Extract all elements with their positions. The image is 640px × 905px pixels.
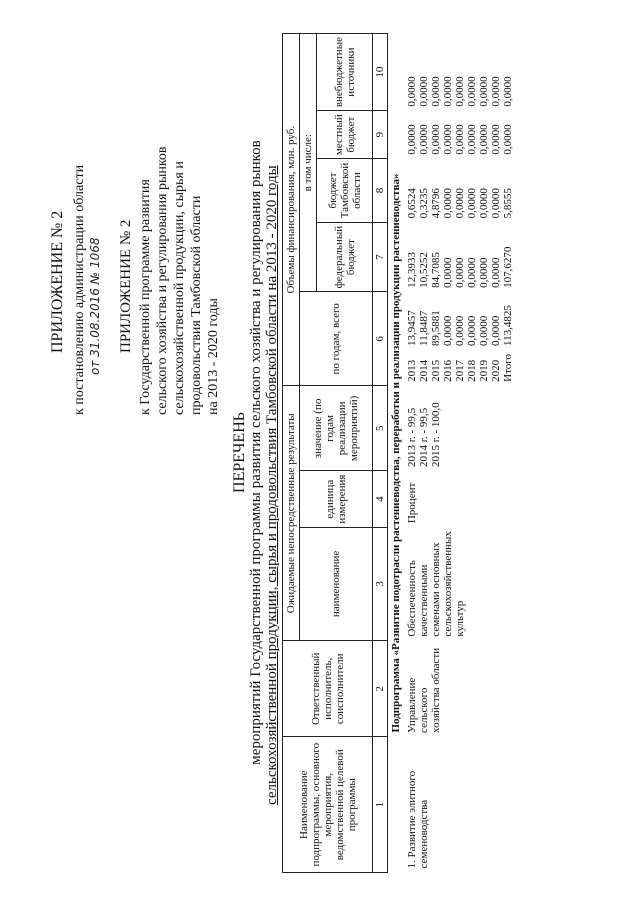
appendix-title: ПРИЛОЖЕНИЕ № 2 [49,210,66,353]
local-value: 0,0000 [406,124,418,155]
col-number-1: 1 [373,737,388,873]
col9-header: местный бюджет [317,111,373,159]
year: 2017 [454,359,466,382]
row-value: 2015 г. - 100,0 [430,402,442,467]
program-line-2: сельского хозяйства и регулирования рынков [155,146,170,415]
year: 2016 [442,359,454,382]
year-total-label: Итого [502,353,514,382]
col8-header: бюджет Тамбовской области [317,159,373,223]
extra-value: 0,0000 [454,76,466,107]
federal-value: 107,6270 [502,246,514,288]
year: 2019 [478,359,490,382]
row-years-total [404,292,516,386]
col-number-4: 4 [373,471,388,527]
regional-value: 4,8796 [430,188,442,219]
resolution-line: к постановлению администрации области [72,164,87,415]
col1-header: Наименование подпрограммы, основного мероприятия, ведомственной целевой программы [283,737,373,873]
program-line-1: к Государственной программе развития [138,179,153,415]
col-number-5: 5 [373,386,388,471]
col3-header: наименование [300,527,373,641]
col6-header: по годам, всего [300,292,373,386]
extra-value: 0,0000 [406,76,418,107]
row-executor: Управление сельского хозяйства области [406,647,442,733]
col7-header: федеральный бюджет [317,222,373,292]
handwritten-date: от 31.08.2016 № 1068 [88,237,102,375]
federal-value: 84,7085 [430,252,442,288]
local-value: 0,0000 [466,124,478,155]
row-name-cell [404,737,516,873]
local-value: 0,0000 [442,124,454,155]
regional-value: 0,0000 [466,188,478,219]
total-value: 89,5881 [430,310,442,346]
year: 2015 [430,359,442,382]
row-regional [404,159,516,223]
expected-results-header: Ожидаемые непосредственные результаты [283,386,300,641]
regional-value: 0,0000 [478,188,490,219]
local-value: 0,0000 [478,124,490,155]
col-number-6: 6 [373,292,388,386]
extra-value: 0,0000 [490,76,502,107]
extra-value: 0,0000 [466,76,478,107]
total-value: 0,0000 [478,315,490,346]
document-title-line-2: сельскохозяйственной продукции, сырья и продовольствия Тамбовской области на 2013 - 2020 годы [264,165,280,805]
local-value: 0,0000 [418,124,430,155]
regional-value: 0,0000 [490,188,502,219]
appendix-title-2: ПРИЛОЖЕНИЕ № 2 [118,219,134,353]
col4-header: единица измерения [300,471,373,527]
row-number: 1. [406,860,418,869]
col-number-10: 10 [373,34,388,111]
row-value: 2013 г. - 99,5 [406,407,418,467]
regional-value: 0,0000 [454,188,466,219]
year: 2013 [406,359,418,382]
total-value: 0,0000 [490,315,502,346]
regional-value: 0,6524 [406,188,418,219]
col-number-7: 7 [373,222,388,292]
year: 2014 [418,359,430,382]
row-result-name: Обеспеченность качественными семенами основных сельскохозяйственных культур [406,531,466,637]
regional-value: 0,0000 [442,188,454,219]
local-value: 0,0000 [490,124,502,155]
program-line-3: сельскохозяйственной продукции, сырья и [172,161,187,415]
federal-value: 0,0000 [442,257,454,288]
federal-value: 0,0000 [490,257,502,288]
total-value: 0,0000 [454,315,466,346]
subprogram-title: Подпрограмма «Развитие подотрасли растениеводства, переработки и реализации продукции растениеводства» [390,173,402,733]
row-value: 2014 г. - 99,5 [418,407,430,467]
row-extra [404,34,516,111]
regional-value: 0,3235 [418,188,430,219]
col-number-9: 9 [373,111,388,159]
col-number-2: 2 [373,641,388,737]
row-values [404,386,516,471]
total-value: 0,0000 [442,315,454,346]
years-column [406,354,514,382]
col-number-3: 3 [373,527,388,641]
federal-value: 0,0000 [466,257,478,288]
total-value: 113,4825 [502,305,514,346]
local-value: 0,0000 [430,124,442,155]
local-value: 0,0000 [502,124,514,155]
year: 2018 [466,359,478,382]
including-header: в том числе: [300,34,317,292]
local-value: 0,0000 [454,124,466,155]
funding-header: Объемы финансирования, млн. руб. [283,34,300,386]
total-column [406,305,514,346]
row-local [404,111,516,159]
col2-header: Ответственный исполнитель, соисполнители [283,641,373,737]
row-name: Развитие элитного семеноводства [406,770,430,869]
year: 2020 [490,359,502,382]
document-heading: ПЕРЕЧЕНЬ [231,412,248,493]
extra-value: 0,0000 [418,76,430,107]
federal-value: 10,5252 [418,252,430,288]
document-title-line-1: мероприятий Государственной программы развития сельского хозяйства и регулирования рынков [248,140,264,765]
program-line-5: на 2013 - 2020 годы [206,298,221,415]
federal-value: 0,0000 [478,257,490,288]
extra-value: 0,0000 [442,76,454,107]
extra-value: 0,0000 [502,76,514,107]
total-value: 13,9457 [406,310,418,346]
col5-header: значение (по годам реализации мероприятий) [300,386,373,471]
total-value: 11,8487 [418,310,430,346]
row-federal [404,222,516,292]
program-line-4: продовольствия Тамбовской области [189,195,204,415]
extra-value: 0,0000 [478,76,490,107]
regional-value: 5,8555 [502,188,514,219]
col-number-8: 8 [373,159,388,223]
total-value: 0,0000 [466,315,478,346]
row-unit: Процент [406,482,418,524]
federal-value: 0,0000 [454,257,466,288]
federal-value: 12,3933 [406,252,418,288]
col10-header: внебюджетные источники [317,34,373,111]
extra-value: 0,0000 [430,76,442,107]
measures-table [282,33,516,873]
